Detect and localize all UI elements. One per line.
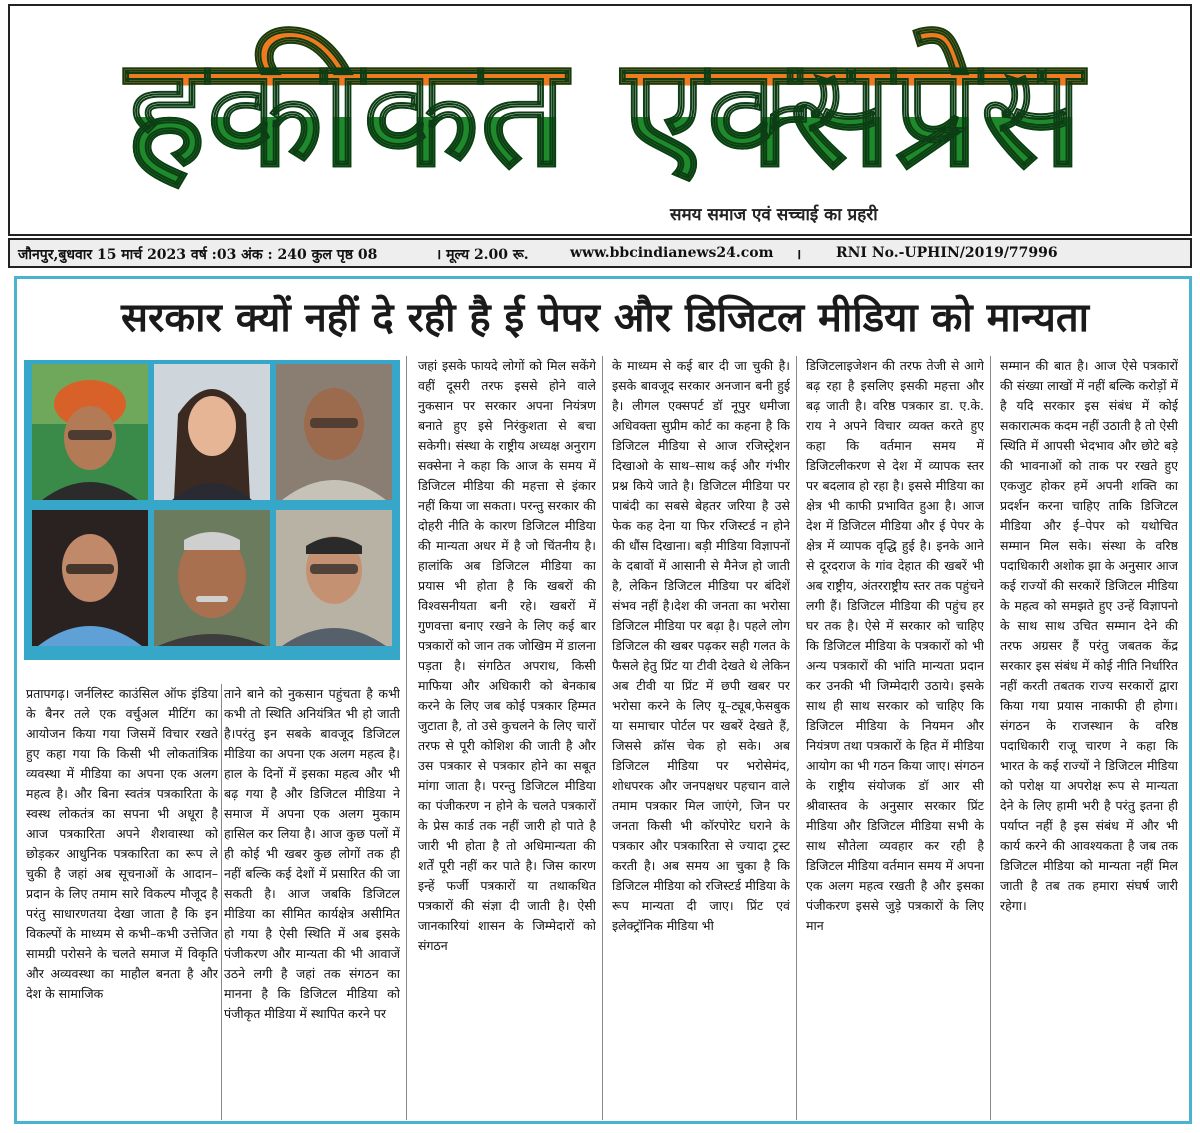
article-column-1: प्रतापगढ़। जर्नलिस्ट काउंसिल ऑफ इंडिया के बैनर तले एक वर्चुअल मीटिंग का आयोजन किया गया जिसमें विचार रखते हुए कहा गया कि किसी भी लोकतांत्रिक व्यवस्था में मीडिया का अपना एक अलग महत्व है। और बिना स्वतंत्र पत्रकारिता के स्वस्थ लोकतंत्र का सपना भी अधूरा है आज पत्रकारिता अपने शैशवास्था को छोड़कर आधुनिक पत्रकारिता का रूप ले चुकी है जहां अब सूचनाओं के आदान–प्रदान के लिए तमाम सारे विकल्प मौजूद है परंतु साधारणतया देखा जाता है कि इन विकल्पों के माध्यम से कभी–कभी उत्तेजित सामग्री परोसने के चलते समाज में विकृति और अव्यवस्था का माहौल बनता है और देश के सामाजिक [26,686,218,1001]
website-link[interactable]: www.bbcindianews24.com [570,245,774,261]
photo-collage [24,360,400,660]
column-rule [406,356,407,1120]
tagline: समय समाज एवं सच्चाई का प्रहरी [670,205,878,225]
column-rule [221,684,222,1120]
article-column-2: ताने बाने को नुकसान पहुंचता है कभी कभी तो स्थिति अनियंत्रित भी हो जाती है।परंतु इन सबके बावजूद डिजिटल मीडिया का अपना एक अलग महत्व है। हाल के दिनों में इसका महत्व और भी बढ़ गया है और डिजिटल मीडिया ने समाज में अपना एक अलग मुकाम हासिल कर लिया है। आज कुछ पलों में ही कोई भी खबर कुछ लोगों तक ही नहीं बल्कि कई देशों में प्रसारित की जा सकती है। आज जबकि डिजिटल मीडिया का सीमित कार्यक्षेत्र असीमित हो गया है ऐसी स्थिति में अब इसके पंजीकरण और मान्यता की भी आवाजें उठने लगी है जहां तक संगठन का मानना है कि डिजिटल मीडिया को पंजीकृत मीडिया में स्थापित करने पर [224,686,400,1021]
article-headline: सरकार क्यों नहीं दे रही है ई पेपर और डिजिटल मीडिया को मान्यता [120,295,1090,341]
photo-man-mustache [154,510,270,646]
article-column-6: सम्मान की बात है। आज ऐसे पत्रकारों की संख्या लाखों में नहीं बल्कि करोड़ों में है यदि सरकार इस संबंध में कोई सकारात्मक कदम नहीं उठाती है तो ऐसी स्थिति में आपसी भेदभाव और छोटे बड़े की भावनाओं को ताक पर रखते हुए एकजुट होकर हमें अपनी शक्ति का प्रदर्शन करना चाहिए ताकि डिजिटल मीडिया और ई–पेपर को यथोचित सम्मान मिल सके। संस्था के वरिष्ठ पदाधिकारी अशोक झा के अनुसार आज कई राज्यों की सरकारें डिजिटल मीडिया के महत्व को समझते हुए उन्हें विज्ञापनो के साथ साथ उचित सम्मान देने की तरफ अग्रसर हैं परंतु जबतक केंद्र सरकार इस संबंध में कोई नीति निर्धारित नहीं करती तबतक राज्य सरकारों द्वारा किया गया प्रयास नाकाफी ही होगा। संगठन के राजस्थान के वरिष्ठ पदाधिकारी राजू चारण ने कहा कि भारत के कई राज्यों ने डिजिटल मीडिया को परोक्ष या अपरोक्ष रूप से मान्यता देने के लिए हामी भरी है परंतु इतना ही पर्याप्त नहीं है इस संबंध में और भी कार्य करने की आवश्यकता है जब तक डिजिटल मीडिया को मान्यता नहीं मिल जाती है तब तक हमारा संघर्ष जारी रहेगा। [1000,358,1178,913]
article-column-3: जहां इसके फायदे लोगों को मिल सकेंगे वहीं दूसरी तरफ इससे होने वाले नुकसान पर सरकार अपना नियंत्रण बनाते हुए इसे निरंकुशता से बचा सकेगी। संस्था के राष्ट्रीय अध्यक्ष अनुराग सक्सेना ने कहा कि आज के समय में डिजिटल मीडिया की महत्ता से इंकार नहीं किया जा सकता। परन्तु सरकार की दोहरी नीति के कारण डिजिटल मीडिया की मान्यता अधर में है जो चिंतनीय है। हालांकि अब डिजिटल मीडिया का प्रयास भी होता है कि खबरों की विश्वसनीयता बनी रहे। खबरों में गुणवत्ता बनाए रखने के लिए कई बार पत्रकारों को जान तक जोखिम में डालना पड़ता है। संगठित अपराध, किसी माफिया और अधिकारी को बेनकाब करने के लिए जब कोई पत्रकार हिम्मत जुटाता है, तो उसे कुचलने के लिए चारों तरफ से पूरी कोशिश की जाती है और उस पत्रकार से पत्रकार होने का सबूत मांगा जाता है। परन्तु डिजिटल मीडिया का पंजीकरण न होने के चलते पत्रकारों के प्रेस कार्ड तक नहीं जारी हो पाते है जारी भी होता है तो अधिमान्यता की शर्तें पूरी नहीं कर पाते है। जिस कारण इन्हें फर्जी पत्रकारों या तथाकथित पत्रकारों की संज्ञा दी जाती है। ऐसी जानकारियां शासन के जिम्मेदारों को संगठन [418,358,596,953]
photo-man-bald-glasses [32,510,148,646]
photo-man-glasses [276,364,392,500]
column-rule [990,356,991,1120]
photo-woman [154,364,270,500]
masthead [8,4,1192,236]
separator: । [796,247,802,263]
column-rule [796,356,797,1120]
newspaper-logo: हकीकत एक्सप्रेस [50,26,1160,201]
article-column-4: के माध्यम से कई बार दी जा चुकी है। इसके बावजूद सरकार अनजान बनी हुई है। लीगल एक्सपर्ट डॉ नूपुर धमीजा अधिवक्ता सुप्रीम कोर्ट का कहना है कि डिजिटल मीडिया से आज रजिस्ट्रेशन दिखाओ के साथ–साथ कई और गंभीर प्रश्न किये जाते है। डिजिटल मीडिया पर पाबंदी का सबसे बेहतर जरिया है उसे फेक कह देना या फिर रजिस्टर्ड न होने की धौंस दिखाना। बड़ी मीडिया विज्ञापनों के दबावों में आसानी से मैनेज हो जाती है, लेकिन डिजिटल मीडिया पर बंदिशें संभव नहीं है।देश की जनता का भरोसा डिजिटल मीडिया पर बढ़ा है। पहले लोग डिजिटल की खबर पढ़कर सही गलत के फैसले हेतु प्रिंट या टीवी देखते थे लेकिन अब टीवी या प्रिंट में छपी खबर पर भरोसा करने के लिए यू–ट्यूब,फेसबुक या समाचार पोर्टल पर खबरें देखते हैं, जिससे क्रॉस चेक हो सके। अब डिजिटल मीडिया पर भरोसेमंद, शोधपरक और जनपक्षधर पहचान वाले तमाम पत्रकार मिल जाएंगे, जिन पर जनता किसी भी कॉरपोरेट घराने के पत्रकार और पत्रकारिता से ज्यादा ट्रस्ट करती है। अब समय आ चुका है कि डिजिटल मीडिया को रजिस्टर्ड मीडिया के रूप मान्यता दी जाए। प्रिंट एवं इलेक्ट्रॉनिक मीडिया भी [612,358,790,933]
photo-man-turban [32,364,148,500]
issue-date: जौनपुर,बुधवार 15 मार्च 2023 वर्ष :03 अंक : 240 कुल पृष्ठ 08 [18,247,378,263]
price: । मूल्य 2.00 रू. [436,247,529,263]
rni-number: RNI No.-UPHIN/2019/77996 [836,245,1058,261]
dateline-bar [8,238,1192,268]
article-column-5: डिजिटलाइजेशन की तरफ तेजी से आगे बढ़ रहा है इसलिए इसकी महत्ता और बढ़ जाती है। वरिष्ठ पत्रकार डा. ए.के. राय ने अपने विचार व्यक्त करते हुए कहा कि वर्तमान समय में डिजिटलीकरण से देश में व्यापक स्तर पर बदलाव हो रहा है। इससे मीडिया का क्षेत्र भी काफी प्रभावित हुआ है। आज देश में डिजिटल मीडिया और ई पेपर के क्षेत्र में व्यापक वृद्धि हुई है। इनके आने से दूरदराज के गांव देहात की खबरें भी अब राष्ट्रीय, अंतरराष्ट्रीय स्तर तक पहुंचने लगी हैं। डिजिटल मीडिया की पहुंच हर घर तक है। ऐसे में सरकार को चाहिए कि डिजिटल मीडिया के पत्रकारों को भी अन्य पत्रकारों की भांति मान्यता प्रदान कर उनकी भी जिम्मेदारी उठाये। इसके साथ ही साथ सरकार को चाहिए कि डिजिटल मीडिया के नियमन और नियंत्रण तथा पत्रकारों के हित में मीडिया आयोग का भी गठन किया जाए। संगठन के राष्ट्रीय संयोजक डॉ आर सी श्रीवास्तव के अनुसार सरकार प्रिंट मीडिया और डिजिटल मीडिया सभी के साथ सौतेला व्यवहार कर रही है डिजिटल मीडिया वर्तमान समय में अपना एक अलग महत्व रखती है और इसका पंजीकरण इससे जुड़े पत्रकारों के लिए मान [806,358,984,933]
photo-man-young-glasses [276,510,392,646]
column-rule [602,356,603,1120]
